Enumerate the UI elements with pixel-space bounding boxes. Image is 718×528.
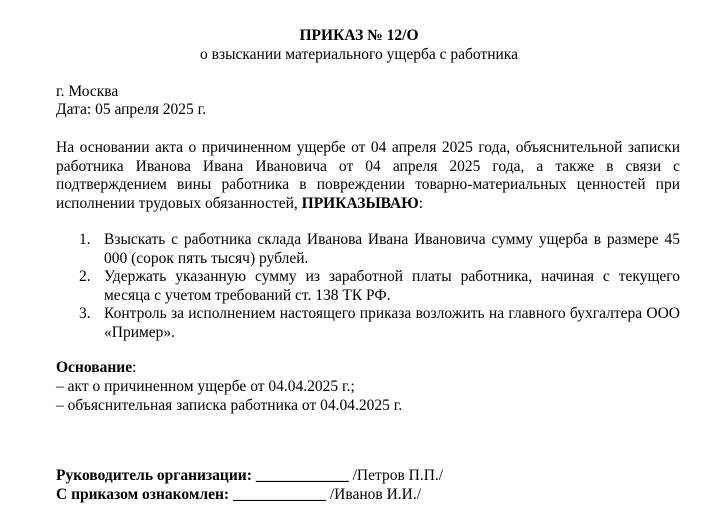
order-item-number: 3. xyxy=(79,305,91,322)
order-item xyxy=(56,305,680,342)
orders-list xyxy=(56,231,680,342)
basis-colon: : xyxy=(132,359,137,376)
order-date: Дата: 05 апреля 2025 г. xyxy=(56,101,207,118)
ack-signature-blank: ____________ xyxy=(232,486,326,503)
basis-heading xyxy=(56,359,680,378)
head-signature-blank: ____________ xyxy=(255,467,349,484)
order-item-number: 1. xyxy=(79,231,91,248)
order-title: ПРИКАЗ № 12/О xyxy=(299,27,419,44)
command-word: ПРИКАЗЫВАЮ xyxy=(301,194,419,212)
ack-label: С приказом ознакомлен: xyxy=(56,486,230,503)
ack-name: /Иванов И.И./ xyxy=(329,486,422,503)
basis-item: – акт о причиненном ущербе от 04.04.2025 г.; xyxy=(56,378,355,395)
ack-signature-line xyxy=(56,486,680,505)
order-subtitle: о взыскании материального ущерба с работника xyxy=(200,46,518,63)
order-item-text: Контроль за исполнением настоящего приказа возложить на главного бухгалтера ООО «Пример». xyxy=(104,305,680,341)
order-item xyxy=(56,268,680,305)
city: г. Москва xyxy=(56,83,119,100)
order-item-text: Удержать указанную сумму из заработной платы работника, начиная с текущего месяца с учетом требований ст. 138 ТК РФ. xyxy=(104,268,680,304)
head-signature-line xyxy=(56,467,680,486)
basis-item: – объяснительная записка работника от 04.04.2025 г. xyxy=(56,397,403,414)
order-item-number: 2. xyxy=(79,268,91,285)
intro-text: На основании акта о причиненном ущербе от 04 апреля 2025 года, объяснительной записки работника Иванова Ивана Ивановича от 04 апреля 2025 года, а также в связи с подтверждением вины работника в повреждении товарно-материальных ценностей при исполнении трудовых обязанностей, xyxy=(56,139,680,212)
order-item xyxy=(56,231,680,268)
order-item-text: Взыскать с работника склада Иванова Ивана Ивановича сумму ущерба в размере 45 000 (сорок пять тысяч) рублей. xyxy=(104,231,680,267)
intro-colon: : xyxy=(418,194,424,212)
intro-paragraph xyxy=(56,139,680,213)
head-label: Руководитель организации: xyxy=(56,467,252,484)
basis-label: Основание xyxy=(56,359,133,376)
head-name: /Петров П.П./ xyxy=(352,467,444,484)
